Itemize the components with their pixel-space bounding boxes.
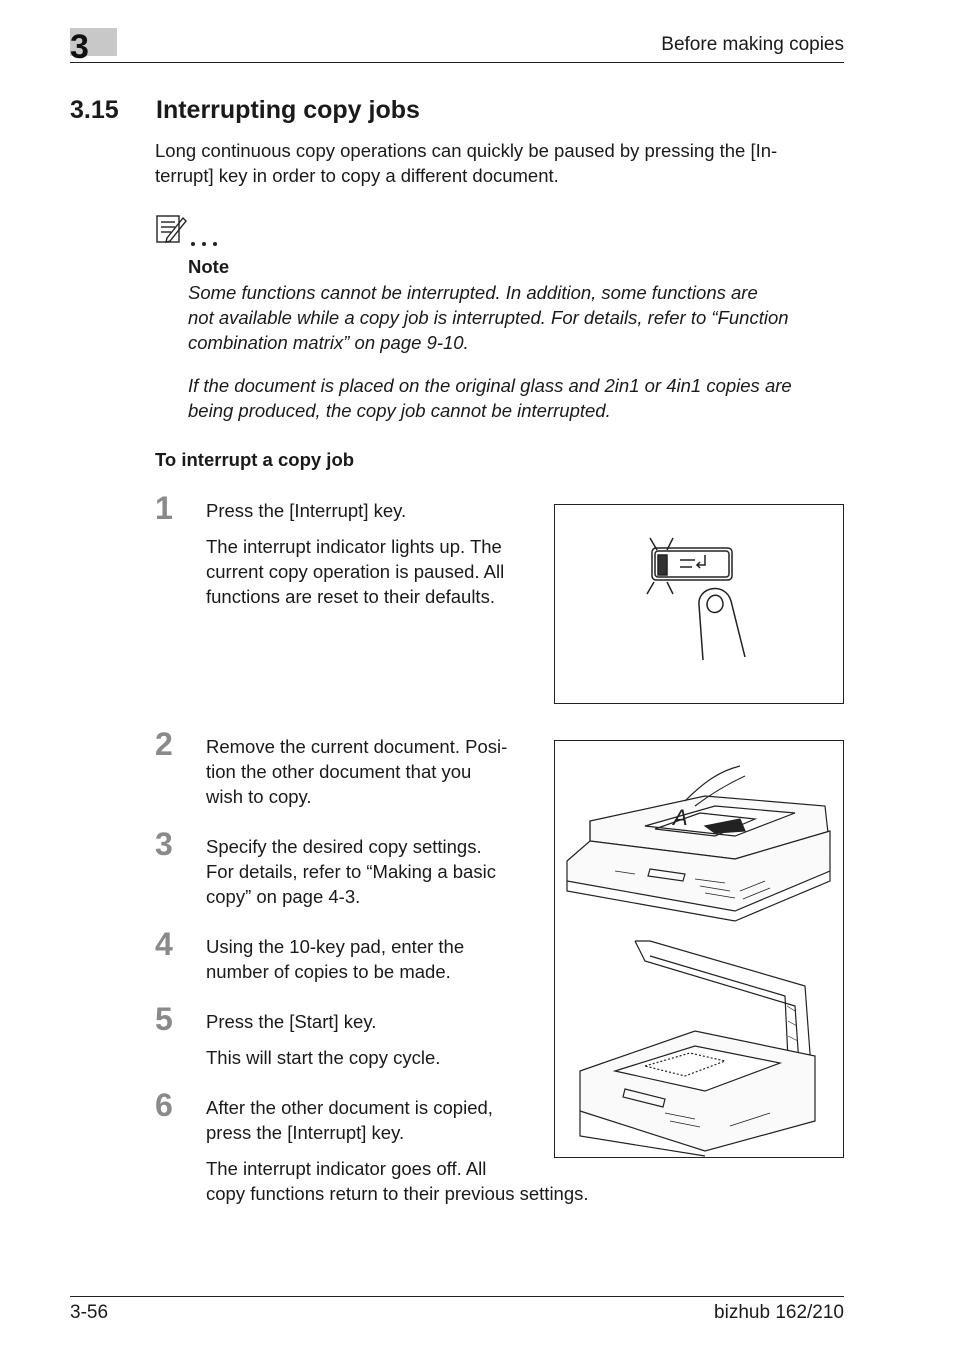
step-1-text: [206, 498, 546, 609]
step-line: Press the [Interrupt] key.: [206, 500, 407, 521]
step-2-text: [206, 734, 546, 809]
step-line: copy” on page 4-3.: [206, 886, 361, 907]
footer-divider: [70, 1296, 844, 1297]
step-line: wish to copy.: [206, 786, 312, 807]
note-line: combination matrix” on page 9-10.: [188, 332, 469, 353]
section-heading: [70, 96, 420, 125]
section-title: Interrupting copy jobs: [156, 96, 420, 124]
step-line: tion the other document that you: [206, 761, 472, 782]
note-title: Note: [188, 256, 230, 277]
note-paragraph-1: [188, 280, 848, 355]
step-number: 1: [155, 490, 173, 526]
pencil-note-icon: [155, 212, 225, 250]
step-line: number of copies to be made.: [206, 961, 451, 982]
step-line: Specify the desired copy settings.: [206, 836, 482, 857]
product-name: bizhub 162/210: [714, 1302, 844, 1323]
intro-line: Long continuous copy operations can quickly be paused by pressing the [In-: [155, 140, 778, 161]
step-number: 4: [155, 926, 173, 962]
step-line: Using the 10-key pad, enter the: [206, 936, 465, 957]
step-3-text: [206, 834, 546, 909]
section-number: 3.15: [70, 96, 119, 124]
svg-text:A: A: [673, 805, 688, 830]
note-line: Some functions cannot be interrupted. In addition, some functions are: [188, 282, 758, 303]
document-placement-figure: [554, 740, 844, 1158]
note-paragraph-2: [188, 373, 848, 423]
page-number: 3-56: [70, 1302, 109, 1323]
interrupt-key-press-illustration: [555, 505, 843, 703]
intro-paragraph: [155, 138, 845, 188]
note-line: being produced, the copy job cannot be interrupted.: [188, 400, 611, 421]
note-line: If the document is placed on the original glass and 2in1 or 4in1 copies are: [188, 375, 792, 396]
step-4-text: [206, 934, 546, 984]
header-title: Before making copies: [661, 34, 844, 55]
step-line: functions are reset to their defaults.: [206, 586, 495, 607]
step-number: 6: [155, 1087, 173, 1123]
step-line: The interrupt indicator goes off. All: [206, 1158, 487, 1179]
step-line: copy functions return to their previous settings.: [206, 1183, 589, 1204]
interrupt-key-figure: [554, 504, 844, 704]
chapter-number: 3: [70, 28, 89, 66]
document-placement-illustration: [555, 741, 843, 1157]
step-number: 2: [155, 726, 173, 762]
intro-line: terrupt] key in order to copy a different document.: [155, 165, 559, 186]
step-line: Remove the current document. Posi-: [206, 736, 508, 757]
step-line: The interrupt indicator lights up. The: [206, 536, 502, 557]
step-line: Press the [Start] key.: [206, 1011, 377, 1032]
step-number: 3: [155, 826, 173, 862]
step-line: After the other document is copied,: [206, 1097, 493, 1118]
step-number: 5: [155, 1001, 173, 1037]
note-line: not available while a copy job is interrupted. For details, refer to “Function: [188, 307, 789, 328]
step-5-text: [206, 1009, 546, 1070]
procedure-title: To interrupt a copy job: [155, 449, 355, 470]
step-line: press the [Interrupt] key.: [206, 1122, 405, 1143]
header-divider: [70, 62, 844, 63]
step-line: For details, refer to “Making a basic: [206, 861, 496, 882]
step-line: This will start the copy cycle.: [206, 1047, 441, 1068]
step-line: current copy operation is paused. All: [206, 561, 505, 582]
